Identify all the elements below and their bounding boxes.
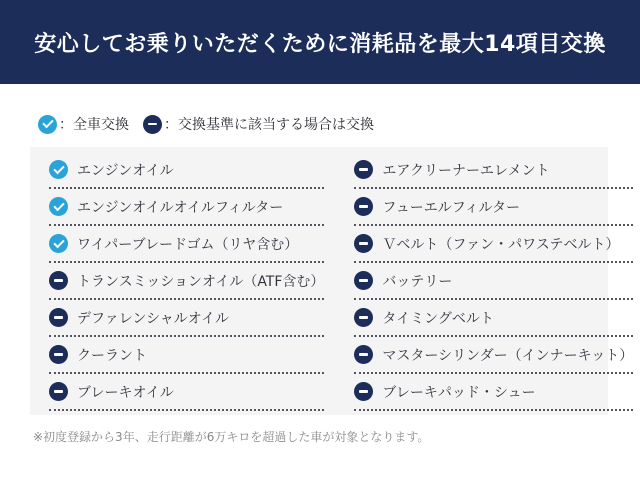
item-label: フューエルフィルター — [382, 199, 521, 216]
footnote: ※初度登録から3年、走行距離が6万キロを超過した車が対象となります。 — [33, 430, 430, 444]
item-label: エンジンオイルオイルフィルター — [77, 199, 284, 216]
list-item — [49, 263, 324, 300]
left-column — [49, 152, 324, 415]
item-label: クーラント — [77, 347, 147, 364]
minus-icon — [49, 345, 68, 364]
legend-label: ：全車交換 — [59, 117, 129, 133]
header-banner — [0, 0, 640, 84]
item-label: タイミングベルト — [382, 310, 494, 327]
list-item — [354, 374, 633, 411]
check-icon — [49, 197, 68, 216]
check-icon — [49, 234, 68, 253]
minus-icon — [354, 197, 373, 216]
item-label: Ｖベルト（ファン・パワステベルト） — [382, 236, 620, 253]
item-label: ブレーキパッド・シュー — [382, 384, 536, 401]
list-item — [354, 300, 633, 337]
item-label: エアクリーナーエレメント — [382, 162, 550, 179]
list-item — [49, 226, 324, 263]
minus-icon — [354, 160, 373, 179]
item-label: デファレンシャルオイル — [77, 310, 230, 327]
minus-icon — [354, 234, 373, 253]
list-item — [354, 263, 633, 300]
list-item — [354, 226, 633, 263]
list-item — [354, 337, 633, 374]
item-label: ブレーキオイル — [77, 384, 174, 401]
minus-icon — [354, 345, 373, 364]
legend-entry-all-cars — [38, 114, 129, 134]
check-icon — [49, 160, 68, 179]
check-icon — [38, 115, 57, 134]
list-item — [49, 300, 324, 337]
item-label: エンジンオイル — [77, 162, 174, 179]
list-item — [49, 152, 324, 189]
list-item — [49, 374, 324, 411]
items-panel — [30, 147, 634, 415]
list-item — [49, 337, 324, 374]
page-title: 安心してお乗りいただくために消耗品を最大14項目交換 — [34, 31, 606, 57]
minus-icon — [49, 271, 68, 290]
legend — [38, 113, 640, 135]
list-item — [354, 189, 633, 226]
minus-icon — [354, 271, 373, 290]
minus-icon — [354, 308, 373, 327]
legend-label: ：交換基準に該当する場合は交換 — [164, 117, 374, 133]
item-label: バッテリー — [382, 273, 453, 290]
right-column — [354, 152, 633, 415]
item-label: ワイパーブレードゴム（リヤ含む） — [77, 236, 299, 253]
minus-icon — [354, 382, 373, 401]
item-label: マスターシリンダー（インナーキット） — [382, 347, 634, 364]
list-item — [354, 152, 633, 189]
minus-icon — [143, 115, 162, 134]
minus-icon — [49, 382, 68, 401]
minus-icon — [49, 308, 68, 327]
list-item — [49, 189, 324, 226]
legend-entry-conditional — [143, 114, 374, 134]
item-label: トランスミッションオイル（ATF含む） — [77, 273, 325, 290]
